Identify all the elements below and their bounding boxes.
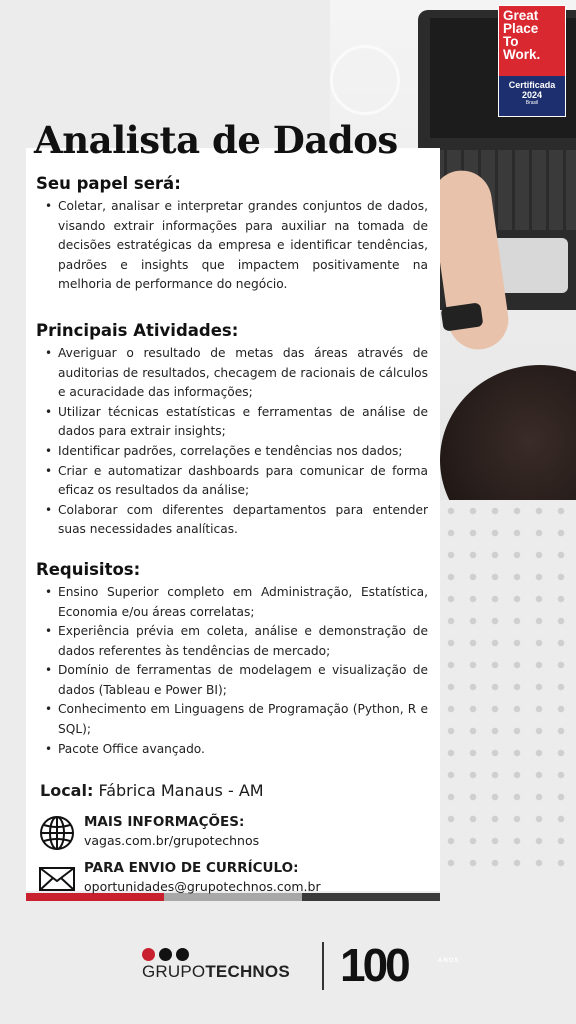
job-content xyxy=(36,174,428,898)
list-item: • Coletar, analisar e interpretar grandes conjuntos de dados, visando extrair informações para auxiliar na tomada de decisões estratégicas da empresa e identificar tendências, padrões e insights que impactem positivamente na melhoria de performance do negócio. xyxy=(45,199,428,292)
badge-line1: Great xyxy=(503,8,539,23)
list-item: • Utilizar técnicas estatísticas e ferramentas de análise de dados para extrair insights; xyxy=(45,404,428,439)
bullet-icon: • xyxy=(45,199,53,213)
bullet-icon: • xyxy=(45,463,53,478)
list-item: • Conhecimento em Linguagens de Programação (Python, R e SQL); xyxy=(45,702,428,737)
bullet-icon: • xyxy=(45,345,53,360)
bullet-icon: • xyxy=(45,502,53,517)
person-head-graphic xyxy=(440,365,576,500)
list-item: • Identificar padrões, correlações e tendências nos dados; xyxy=(36,442,428,462)
envelope-icon xyxy=(38,860,76,898)
list-item: • Domínio de ferramentas de modelagem e visualização de dados (Tableau e Power BI); xyxy=(45,663,428,697)
gptw-badge xyxy=(498,5,566,117)
requirements-heading: Requisitos: xyxy=(36,559,141,579)
dot-pattern xyxy=(440,500,576,880)
badge-line3: To xyxy=(503,34,519,49)
list-item: • Pacote Office avançado. xyxy=(36,740,428,760)
bullet-icon: • xyxy=(45,663,53,678)
activities-heading: Principais Atividades: xyxy=(36,320,239,340)
badge-line4: Work. xyxy=(503,47,541,62)
globe-icon xyxy=(38,814,76,852)
badge-certified: Certificada xyxy=(508,80,556,90)
location-label: Local: xyxy=(40,781,94,801)
list-item: • Averiguar o resultado de metas das áreas através de auditorias de resultados, checagem de racionais de cálculos e acuracidade das informações; xyxy=(45,345,428,400)
badge-line2: Place xyxy=(503,21,539,36)
contact-info xyxy=(36,814,428,852)
list-item: • Colaborar com diferentes departamentos para entender suas necessidades analíticas. xyxy=(45,502,428,537)
role-heading: Seu papel será: xyxy=(36,174,181,193)
logo-divider xyxy=(322,942,324,990)
bullet-icon: • xyxy=(45,584,53,599)
footer-logos xyxy=(142,939,460,992)
badge-year: 2024 xyxy=(521,90,543,100)
activities-list xyxy=(36,344,428,540)
list-item: • Ensino Superior completo em Administração, Estatística, Economia e/ou áreas correlatas; xyxy=(45,584,428,619)
location-value: Fábrica Manaus - AM xyxy=(98,781,264,801)
cv-label: PARA ENVIO DE CURRÍCULO: xyxy=(84,860,299,877)
page-title: Analista de Dados xyxy=(34,118,398,162)
list-item: • Criar e automatizar dashboards para comunicar de forma eficaz os resultados da análise; xyxy=(45,463,428,498)
badge-country: Brasil xyxy=(525,100,539,106)
cv-email[interactable]: oportunidades@grupotechnos.com.br xyxy=(84,879,321,895)
location xyxy=(36,781,428,800)
anniversary-small: ANOS xyxy=(438,958,460,964)
earphones-graphic xyxy=(330,45,400,115)
info-label: MAIS INFORMAÇÕES: xyxy=(84,814,245,831)
bullet-icon: • xyxy=(45,443,53,458)
anniversary-logo: 100 ANOS xyxy=(340,939,460,991)
contact-cv xyxy=(36,860,428,898)
grupo-technos-logo: GRUPOTECHNOS xyxy=(142,962,290,981)
list-item: • Experiência prévia em coleta, análise e demonstração de dados referentes às tendências de mercado; xyxy=(45,624,428,658)
bullet-icon: • xyxy=(45,624,53,639)
grupo-technos-dots-icon xyxy=(142,948,189,961)
requirements-list xyxy=(36,583,428,759)
bullet-icon: • xyxy=(45,404,53,419)
role-list xyxy=(36,197,428,295)
bullet-icon: • xyxy=(45,702,53,717)
info-link[interactable]: vagas.com.br/grupotechnos xyxy=(84,833,260,849)
bullet-icon: • xyxy=(45,741,53,756)
